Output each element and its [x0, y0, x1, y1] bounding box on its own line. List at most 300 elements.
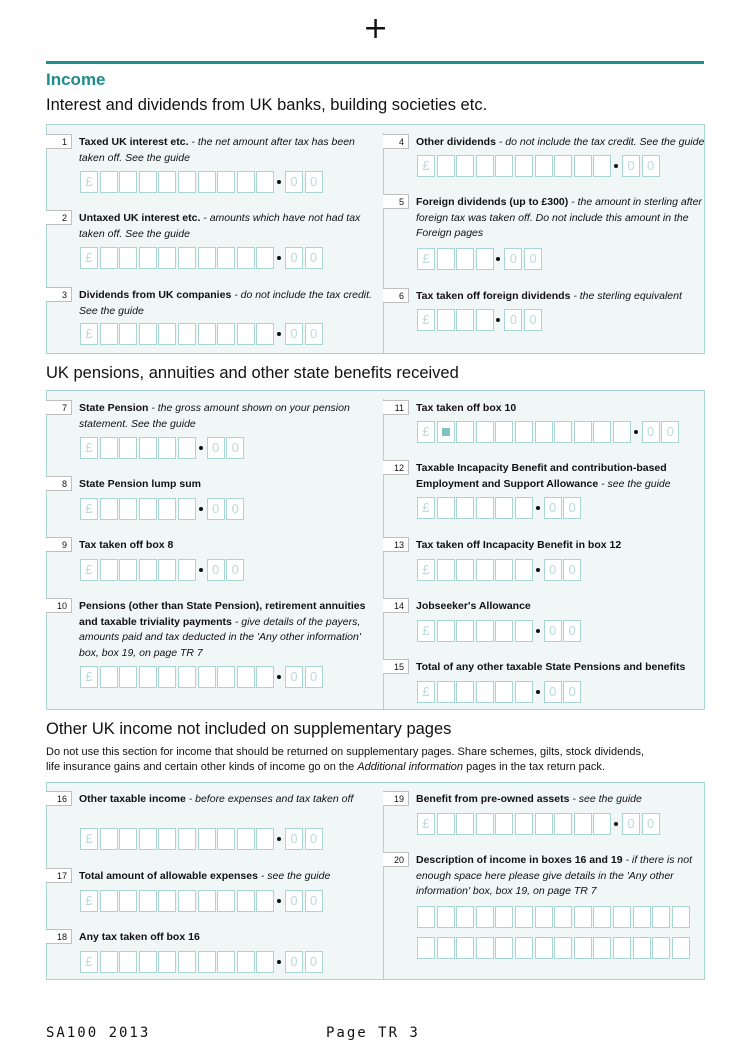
- digit-cell[interactable]: [158, 437, 176, 459]
- pence-cell[interactable]: 0: [563, 620, 581, 642]
- section-title: Income: [46, 70, 106, 89]
- box-label-title: Dividends from UK companies: [79, 289, 232, 301]
- digit-cell[interactable]: [495, 559, 513, 581]
- box-number: 14: [383, 598, 409, 613]
- header-rule: [46, 61, 704, 64]
- box-label-hint: - the amount in sterling after foreign tax was taken off. Do not include this amount in the Foreign pages: [416, 196, 702, 239]
- digit-cell[interactable]: [178, 247, 196, 269]
- box-label-hint: - see the guide: [569, 793, 642, 805]
- digit-cell[interactable]: [119, 171, 137, 193]
- digit-cell[interactable]: [456, 155, 474, 177]
- pound-cell[interactable]: £: [80, 323, 98, 345]
- digit-cell[interactable]: [535, 155, 553, 177]
- digit-cell[interactable]: [237, 951, 255, 973]
- pence-cell[interactable]: 0: [622, 155, 640, 177]
- box-number: 5: [383, 194, 409, 209]
- digit-cell[interactable]: [495, 813, 513, 835]
- pence-cell[interactable]: 0: [285, 171, 303, 193]
- digit-cell[interactable]: [139, 666, 157, 688]
- decimal-point: [536, 568, 540, 572]
- digit-cell[interactable]: [100, 437, 118, 459]
- box-label-title: Other taxable income: [79, 793, 186, 805]
- digit-cell[interactable]: [554, 155, 572, 177]
- digit-cell[interactable]: [495, 620, 513, 642]
- pence-cell[interactable]: 0: [305, 666, 323, 688]
- group-note: [46, 745, 706, 775]
- pound-cell[interactable]: £: [417, 559, 435, 581]
- pence-cell[interactable]: 0: [305, 171, 323, 193]
- pence-cell[interactable]: 0: [305, 890, 323, 912]
- digit-cell[interactable]: [456, 681, 474, 703]
- box-label-hint: - amounts which have not had tax taken off. See the guide: [79, 212, 361, 240]
- digit-cell[interactable]: [119, 323, 137, 345]
- pound-cell[interactable]: £: [417, 248, 435, 270]
- digit-cell[interactable]: [574, 155, 592, 177]
- text-cell[interactable]: [574, 906, 592, 928]
- text-cell[interactable]: [672, 906, 690, 928]
- pence-cell[interactable]: 0: [544, 681, 562, 703]
- digit-cell[interactable]: [158, 828, 176, 850]
- digit-cell[interactable]: [158, 951, 176, 973]
- digit-cell[interactable]: [158, 559, 176, 581]
- pence-cell[interactable]: 0: [524, 309, 542, 331]
- box-label-hint: - do not include the tax credit. See the guide: [495, 136, 705, 148]
- digit-cell[interactable]: [437, 681, 455, 703]
- box-label-title: Pensions (other than State Pension), retirement annuities and taxable triviality payments: [79, 600, 366, 628]
- pound-cell[interactable]: £: [417, 620, 435, 642]
- digit-cell[interactable]: [198, 323, 216, 345]
- text-cell[interactable]: [456, 906, 474, 928]
- text-cell[interactable]: [633, 906, 651, 928]
- box-number: 20: [383, 852, 409, 867]
- pound-cell[interactable]: £: [80, 559, 98, 581]
- digit-cell[interactable]: [217, 890, 235, 912]
- pence-cell[interactable]: 0: [524, 248, 542, 270]
- digit-cell[interactable]: [515, 813, 533, 835]
- box-label: [416, 792, 726, 808]
- text-cell[interactable]: [417, 906, 435, 928]
- digit-cell[interactable]: [178, 437, 196, 459]
- digit-cell[interactable]: [139, 828, 157, 850]
- digit-cell[interactable]: [515, 421, 533, 443]
- decimal-point: [199, 507, 203, 511]
- digit-cell[interactable]: [476, 421, 494, 443]
- box-label-title: State Pension lump sum: [79, 478, 201, 490]
- digit-cell[interactable]: [237, 247, 255, 269]
- pence-cell[interactable]: 0: [226, 437, 244, 459]
- pence-cell[interactable]: 0: [226, 498, 244, 520]
- box-label: [79, 538, 379, 554]
- text-cell[interactable]: [417, 937, 435, 959]
- box-label-hint: - if there is not enough space here please give details in the 'Any other information' box, box 19, on page TR 7: [416, 854, 693, 897]
- digit-cell[interactable]: [217, 171, 235, 193]
- pence-cell[interactable]: 0: [207, 437, 225, 459]
- text-cell[interactable]: [437, 906, 455, 928]
- text-cell[interactable]: [593, 906, 611, 928]
- pence-cell[interactable]: 0: [544, 497, 562, 519]
- text-cell[interactable]: [672, 937, 690, 959]
- digit-cell[interactable]: [198, 828, 216, 850]
- decimal-point: [277, 332, 281, 336]
- digit-cell[interactable]: [437, 497, 455, 519]
- digit-cell[interactable]: [476, 497, 494, 519]
- digit-cell[interactable]: [256, 666, 274, 688]
- box-label-hint: - see the guide: [598, 477, 671, 490]
- box-label-hint: - see the guide: [257, 870, 331, 882]
- digit-cell[interactable]: [198, 951, 216, 973]
- box-label-title: Tax taken off box 10: [416, 402, 517, 414]
- decimal-point: [199, 568, 203, 572]
- pence-cell[interactable]: 0: [207, 559, 225, 581]
- box-label: [416, 538, 726, 554]
- pound-cell[interactable]: £: [417, 681, 435, 703]
- digit-cell[interactable]: [198, 171, 216, 193]
- box-number: 1: [46, 134, 72, 149]
- decimal-point: [614, 822, 618, 826]
- decimal-point: [277, 960, 281, 964]
- digit-cell[interactable]: [217, 323, 235, 345]
- pence-cell[interactable]: 0: [563, 559, 581, 581]
- digit-cell[interactable]: [476, 155, 494, 177]
- digit-cell[interactable]: [535, 421, 553, 443]
- digit-cell[interactable]: [119, 666, 137, 688]
- digit-cell[interactable]: [158, 666, 176, 688]
- box-label: [416, 135, 726, 151]
- digit-cell[interactable]: [158, 171, 176, 193]
- text-cell[interactable]: [476, 937, 494, 959]
- digit-cell[interactable]: [178, 559, 196, 581]
- digit-cell[interactable]: [456, 421, 474, 443]
- pence-cell[interactable]: 0: [226, 559, 244, 581]
- digit-cell[interactable]: [139, 437, 157, 459]
- digit-cell[interactable]: [437, 421, 455, 443]
- digit-cell[interactable]: [217, 828, 235, 850]
- digit-cell[interactable]: [100, 828, 118, 850]
- decimal-point: [277, 675, 281, 679]
- digit-cell[interactable]: [476, 681, 494, 703]
- box-label-hint: - the net amount after tax has been taken off. See the guide: [79, 136, 355, 164]
- digit-cell[interactable]: [198, 247, 216, 269]
- pence-cell[interactable]: 0: [661, 421, 679, 443]
- digit-cell[interactable]: [100, 247, 118, 269]
- digit-cell[interactable]: [100, 559, 118, 581]
- pound-cell[interactable]: £: [80, 437, 98, 459]
- decimal-point: [277, 180, 281, 184]
- digit-cell[interactable]: [139, 890, 157, 912]
- digit-cell[interactable]: [456, 813, 474, 835]
- box-label: [79, 135, 379, 166]
- digit-cell[interactable]: [139, 951, 157, 973]
- text-cell[interactable]: [593, 937, 611, 959]
- pound-cell[interactable]: £: [417, 497, 435, 519]
- digit-cell[interactable]: [178, 323, 196, 345]
- box-number: 6: [383, 288, 409, 303]
- digit-cell[interactable]: [593, 421, 611, 443]
- digit-cell[interactable]: [476, 813, 494, 835]
- pence-cell[interactable]: 0: [285, 890, 303, 912]
- registration-mark: +: [363, 11, 389, 46]
- box-label: [416, 289, 726, 305]
- note-line-2a: life insurance gains and certain other kinds of income go on the: [46, 761, 358, 773]
- digit-cell[interactable]: [100, 498, 118, 520]
- digit-cell[interactable]: [437, 559, 455, 581]
- text-cell[interactable]: [437, 937, 455, 959]
- box-label: [79, 401, 379, 432]
- box-label: [79, 477, 379, 493]
- box-label: [79, 211, 379, 242]
- pence-cell[interactable]: 0: [285, 951, 303, 973]
- digit-cell[interactable]: [178, 666, 196, 688]
- digit-cell[interactable]: [476, 620, 494, 642]
- box-label: [416, 461, 726, 492]
- pound-cell[interactable]: £: [80, 171, 98, 193]
- box-label-hint: - the gross amount shown on your pension statement. See the guide: [79, 402, 350, 430]
- digit-cell[interactable]: [437, 155, 455, 177]
- text-cell[interactable]: [456, 937, 474, 959]
- pence-cell[interactable]: 0: [544, 620, 562, 642]
- pence-cell[interactable]: 0: [642, 813, 660, 835]
- group-heading-pensions: UK pensions, annuities and other state benefits received: [46, 364, 459, 382]
- note-emphasis: Additional information: [357, 761, 464, 773]
- pence-cell[interactable]: 0: [504, 248, 522, 270]
- panel-divider: [383, 791, 384, 979]
- text-cell[interactable]: [633, 937, 651, 959]
- box-number: 9: [46, 537, 72, 552]
- pence-cell[interactable]: 0: [642, 421, 660, 443]
- decimal-point: [536, 506, 540, 510]
- box-label-title: Benefit from pre-owned assets: [416, 793, 570, 805]
- text-cell[interactable]: [515, 937, 533, 959]
- digit-cell[interactable]: [554, 813, 572, 835]
- digit-cell[interactable]: [237, 890, 255, 912]
- digit-cell[interactable]: [613, 421, 631, 443]
- pound-cell[interactable]: £: [80, 666, 98, 688]
- digit-cell[interactable]: [515, 681, 533, 703]
- text-cell[interactable]: [535, 906, 553, 928]
- decimal-point: [277, 899, 281, 903]
- digit-cell[interactable]: [593, 813, 611, 835]
- pence-cell[interactable]: 0: [563, 497, 581, 519]
- digit-cell[interactable]: [158, 247, 176, 269]
- digit-cell[interactable]: [139, 171, 157, 193]
- box-label: [79, 930, 379, 946]
- box-label: [416, 401, 726, 417]
- digit-cell[interactable]: [178, 498, 196, 520]
- pence-cell[interactable]: 0: [285, 666, 303, 688]
- box-label-title: Description of income in boxes 16 and 19: [416, 854, 623, 866]
- digit-cell[interactable]: [437, 248, 455, 270]
- box-label: [79, 599, 379, 661]
- digit-cell[interactable]: [476, 309, 494, 331]
- digit-cell[interactable]: [198, 890, 216, 912]
- digit-cell[interactable]: [237, 323, 255, 345]
- decimal-point: [277, 256, 281, 260]
- box-number: 10: [46, 598, 72, 613]
- digit-cell[interactable]: [256, 323, 274, 345]
- text-cell[interactable]: [535, 937, 553, 959]
- digit-cell[interactable]: [593, 155, 611, 177]
- digit-cell[interactable]: [119, 498, 137, 520]
- text-cell[interactable]: [515, 906, 533, 928]
- digit-cell[interactable]: [139, 247, 157, 269]
- digit-cell[interactable]: [119, 247, 137, 269]
- digit-cell[interactable]: [574, 813, 592, 835]
- digit-cell[interactable]: [535, 813, 553, 835]
- footer-page-number: Page TR 3: [326, 1025, 420, 1041]
- pence-cell[interactable]: 0: [504, 309, 522, 331]
- text-cell[interactable]: [652, 937, 670, 959]
- digit-cell[interactable]: [237, 666, 255, 688]
- box-number: 3: [46, 287, 72, 302]
- pound-cell[interactable]: £: [417, 309, 435, 331]
- digit-cell[interactable]: [554, 421, 572, 443]
- digit-cell[interactable]: [495, 155, 513, 177]
- pence-cell[interactable]: 0: [305, 323, 323, 345]
- pence-cell[interactable]: 0: [285, 828, 303, 850]
- digit-cell[interactable]: [574, 421, 592, 443]
- group-heading-interest: Interest and dividends from UK banks, building societies etc.: [46, 96, 488, 114]
- pence-cell[interactable]: 0: [285, 247, 303, 269]
- pence-cell[interactable]: 0: [544, 559, 562, 581]
- footer-form-ref: SA100 2013: [46, 1025, 151, 1041]
- digit-cell[interactable]: [256, 890, 274, 912]
- box-label-title: Any tax taken off box 16: [79, 931, 200, 943]
- digit-cell[interactable]: [100, 890, 118, 912]
- text-cell[interactable]: [495, 906, 513, 928]
- digit-cell[interactable]: [158, 890, 176, 912]
- box-number: 17: [46, 868, 72, 883]
- pound-cell[interactable]: £: [80, 828, 98, 850]
- box-label-title: Other dividends: [416, 136, 496, 148]
- pence-cell[interactable]: 0: [285, 323, 303, 345]
- text-cell[interactable]: [613, 937, 631, 959]
- text-cell[interactable]: [613, 906, 631, 928]
- digit-cell[interactable]: [515, 497, 533, 519]
- pence-cell[interactable]: 0: [642, 155, 660, 177]
- digit-cell[interactable]: [456, 497, 474, 519]
- box-number: 2: [46, 210, 72, 225]
- digit-cell[interactable]: [139, 498, 157, 520]
- text-cell[interactable]: [476, 906, 494, 928]
- digit-cell[interactable]: [456, 559, 474, 581]
- pound-cell[interactable]: £: [80, 247, 98, 269]
- decimal-point: [277, 837, 281, 841]
- box-label-title: Total amount of allowable expenses: [79, 870, 258, 882]
- digit-cell[interactable]: [217, 951, 235, 973]
- digit-cell[interactable]: [256, 951, 274, 973]
- box-label-hint: - the sterling equivalent: [570, 290, 682, 302]
- pence-cell[interactable]: 0: [305, 247, 323, 269]
- digit-cell[interactable]: [515, 620, 533, 642]
- digit-cell[interactable]: [139, 323, 157, 345]
- digit-cell[interactable]: [158, 323, 176, 345]
- digit-cell[interactable]: [437, 309, 455, 331]
- digit-cell[interactable]: [456, 620, 474, 642]
- digit-cell[interactable]: [437, 620, 455, 642]
- box-label: [416, 195, 726, 242]
- pound-cell[interactable]: £: [80, 498, 98, 520]
- pound-cell[interactable]: £: [80, 890, 98, 912]
- digit-cell[interactable]: [158, 498, 176, 520]
- digit-cell[interactable]: [100, 666, 118, 688]
- text-cell[interactable]: [554, 906, 572, 928]
- digit-cell[interactable]: [476, 559, 494, 581]
- text-cell[interactable]: [574, 937, 592, 959]
- digit-cell[interactable]: [237, 171, 255, 193]
- digit-cell[interactable]: [237, 828, 255, 850]
- pence-cell[interactable]: 0: [305, 828, 323, 850]
- highlight-mark: [442, 428, 450, 436]
- pence-cell[interactable]: 0: [207, 498, 225, 520]
- decimal-point: [536, 629, 540, 633]
- digit-cell[interactable]: [178, 828, 196, 850]
- digit-cell[interactable]: [119, 559, 137, 581]
- digit-cell[interactable]: [456, 309, 474, 331]
- digit-cell[interactable]: [139, 559, 157, 581]
- digit-cell[interactable]: [495, 497, 513, 519]
- digit-cell[interactable]: [495, 681, 513, 703]
- pound-cell[interactable]: £: [417, 421, 435, 443]
- pound-cell[interactable]: £: [417, 813, 435, 835]
- pence-cell[interactable]: 0: [305, 951, 323, 973]
- box-label: [416, 660, 726, 676]
- pound-cell[interactable]: £: [80, 951, 98, 973]
- digit-cell[interactable]: [256, 828, 274, 850]
- digit-cell[interactable]: [119, 437, 137, 459]
- group-heading-other: Other UK income not included on supplementary pages: [46, 720, 452, 738]
- digit-cell[interactable]: [100, 171, 118, 193]
- digit-cell[interactable]: [515, 155, 533, 177]
- digit-cell[interactable]: [198, 666, 216, 688]
- digit-cell[interactable]: [119, 951, 137, 973]
- text-cell[interactable]: [554, 937, 572, 959]
- decimal-point: [614, 164, 618, 168]
- box-label: [416, 599, 726, 615]
- digit-cell[interactable]: [119, 890, 137, 912]
- decimal-point: [199, 446, 203, 450]
- panel-divider: [383, 133, 384, 353]
- box-number: 13: [383, 537, 409, 552]
- digit-cell[interactable]: [178, 890, 196, 912]
- text-cell[interactable]: [652, 906, 670, 928]
- pound-cell[interactable]: £: [417, 155, 435, 177]
- digit-cell[interactable]: [456, 248, 474, 270]
- digit-cell[interactable]: [100, 951, 118, 973]
- digit-cell[interactable]: [178, 171, 196, 193]
- digit-cell[interactable]: [217, 247, 235, 269]
- digit-cell[interactable]: [476, 248, 494, 270]
- pence-cell[interactable]: 0: [622, 813, 640, 835]
- box-label-title: Tax taken off foreign dividends: [416, 290, 571, 302]
- text-cell[interactable]: [495, 937, 513, 959]
- digit-cell[interactable]: [119, 828, 137, 850]
- box-label-title: State Pension: [79, 402, 149, 414]
- digit-cell[interactable]: [256, 247, 274, 269]
- box-number: 12: [383, 460, 409, 475]
- box-label-title: Jobseeker's Allowance: [416, 600, 531, 612]
- digit-cell[interactable]: [256, 171, 274, 193]
- digit-cell[interactable]: [217, 666, 235, 688]
- box-number: 18: [46, 929, 72, 944]
- digit-cell[interactable]: [515, 559, 533, 581]
- digit-cell[interactable]: [495, 421, 513, 443]
- note-line-2b: pages in the tax return pack.: [463, 761, 605, 773]
- digit-cell[interactable]: [100, 323, 118, 345]
- pence-cell[interactable]: 0: [563, 681, 581, 703]
- digit-cell[interactable]: [178, 951, 196, 973]
- digit-cell[interactable]: [437, 813, 455, 835]
- box-label: [79, 792, 379, 808]
